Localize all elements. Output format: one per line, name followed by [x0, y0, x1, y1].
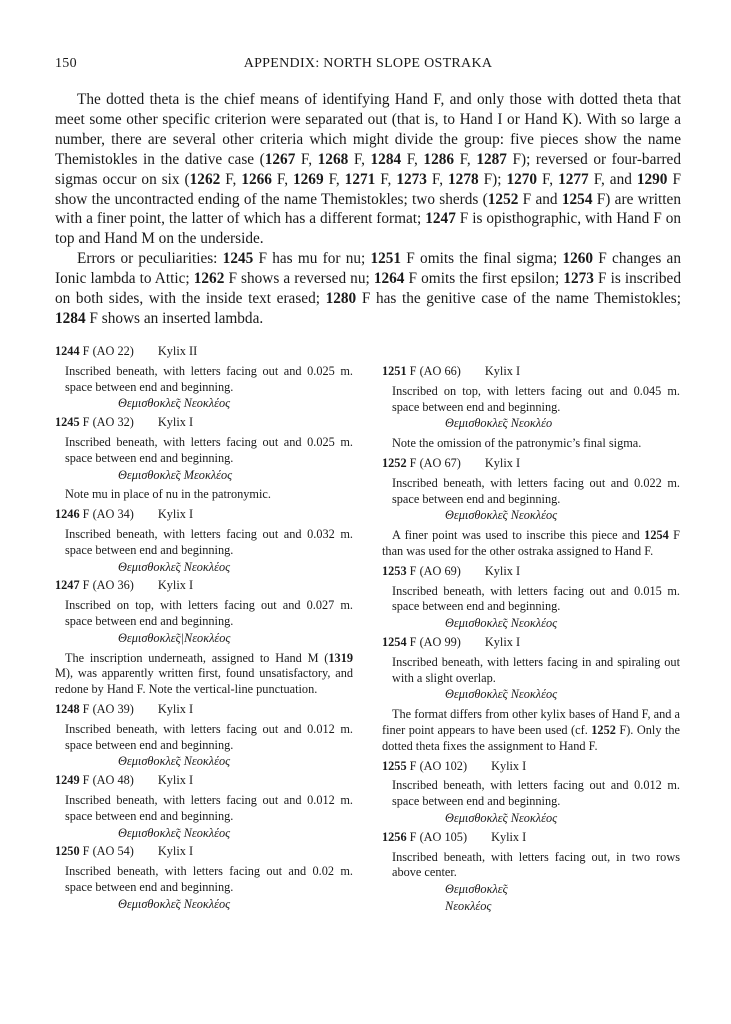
entry-greek-text: Θεμισθοκλε̃ς Νεοκλέος	[445, 687, 558, 702]
entry-description: Inscribed beneath, with letters facing out and 0.02 m. space between end and beginning.	[65, 864, 353, 894]
entry-greek-text: Θεμισθοκλε̃ς Νεοκλέος	[445, 810, 558, 825]
running-head-title: APPENDIX: NORTH SLOPE OSTRAKA	[243, 56, 493, 71]
entry-vessel-type: Kylix I	[157, 578, 194, 593]
catalog-number-ref: 1286	[423, 150, 455, 168]
catalog-number-ref: 1268	[317, 150, 349, 168]
entry-description: Inscribed beneath, with letters facing out and 0.015 m. space between end and beginning.	[392, 583, 680, 614]
entry-description: Inscribed beneath, with letters facing out and 0.025 m. space between end and beginning.	[65, 363, 353, 394]
intro-text-run: F); reversed or four-barred sigmas occur on six (	[55, 150, 681, 188]
catalog-number-ref: 1271	[344, 170, 376, 188]
entry-vessel-type: Kylix I	[491, 829, 527, 844]
catalog-column-left	[55, 344, 353, 916]
catalog-entry	[382, 564, 680, 632]
intro-text-run: F,	[375, 170, 397, 188]
catalog-number-ref: 1264	[373, 270, 405, 288]
intro-text-run: F is inscribed on both sides, with the inside text erased;	[55, 270, 681, 308]
entry-inventory: F (AO 99)	[406, 634, 461, 649]
intro-text-run: F,	[323, 170, 345, 188]
catalog-entry	[55, 844, 353, 912]
catalog-number-ref: 1278	[448, 170, 479, 188]
entry-greek-text: Θεμισθοκλε̃ς Νεοκλέο	[445, 416, 553, 431]
entry-number: 1247	[55, 578, 80, 593]
entry-inventory: F (AO 54)	[79, 844, 134, 859]
entry-vessel-type: Kylix I	[157, 701, 194, 716]
entry-heading	[382, 364, 680, 380]
entry-number: 1244	[55, 344, 80, 358]
entry-heading	[382, 830, 680, 846]
intro-text-run: The dotted theta is the chief means of identifying Hand F, and only those with dotted theta that meet some other specific criterion were separated out (that is, to Hand I or Hand K). With so large a number, there are several other criteria which might divide the group: five pieces show the name Themistokles in the dative case (	[55, 91, 681, 168]
entry-heading	[55, 415, 353, 431]
catalog-number-ref: 1273	[563, 270, 594, 288]
entry-number: 1255	[382, 758, 407, 773]
intro-text-run: F,	[426, 170, 449, 188]
entry-description: Inscribed beneath, with letters facing out and 0.022 m. space between end and beginning.	[392, 475, 680, 506]
intro-text-run: F, and	[588, 170, 637, 188]
entry-note-run: A finer point was used to inscribe this piece and	[392, 528, 645, 543]
intro-paragraph-1	[55, 90, 681, 249]
catalog-column-right	[382, 364, 680, 918]
entry-number: 1249	[55, 773, 80, 788]
catalog-number-ref: 1247	[425, 210, 456, 228]
catalog-number-ref: 1319	[328, 650, 353, 665]
page-number: 150	[55, 56, 77, 71]
entry-description: Inscribed beneath, with letters facing out and 0.012 m. space between end and beginning.	[65, 721, 353, 752]
entry-greek-text: Θεμισθοκλε̃ς	[445, 882, 508, 897]
entry-note	[382, 707, 680, 754]
entry-description: Inscribed beneath, with letters facing out and 0.012 m. space between end and beginning.	[392, 778, 680, 809]
entry-note-run: The inscription underneath, assigned to Hand M (	[65, 650, 329, 665]
intro-text-run: F,	[454, 150, 477, 168]
entry-number: 1253	[382, 563, 407, 578]
catalog-number-ref: 1245	[222, 250, 254, 268]
catalog-number-ref: 1254	[561, 190, 593, 208]
entry-description: Inscribed on top, with letters facing out and 0.045 m. space between end and beginning.	[392, 383, 680, 414]
entry-description: Inscribed beneath, with letters facing out and 0.012 m. space between end and beginning.	[65, 792, 353, 823]
entry-inventory: F (AO 69)	[406, 563, 461, 578]
entry-greek-text: Θεμισθοκλε̃ς Νεοκλέος	[118, 754, 231, 769]
entry-note-run: The format differs from other kylix bases of Hand F, and a finer point appears to have been used (cf.	[382, 707, 680, 737]
entry-note	[55, 487, 353, 503]
catalog-entry	[55, 415, 353, 503]
intro-text-run: F shows an inserted lambda.	[85, 309, 264, 327]
entry-greek-text: Θεμισθοκλε̃ς Νεοκλέος	[118, 559, 231, 574]
entry-heading	[55, 773, 353, 789]
entry-description: Inscribed beneath, with letters facing out, in two rows above center.	[392, 849, 680, 880]
entry-inventory: F (AO 32)	[79, 415, 134, 430]
entry-vessel-type: Kylix I	[157, 415, 194, 430]
entry-heading	[55, 344, 353, 360]
entry-vessel-type: Kylix I	[157, 844, 194, 859]
entry-inventory: F (AO 39)	[79, 701, 134, 716]
catalog-number-ref: 1287	[476, 150, 507, 168]
entry-greek-text: Θεμισθοκλε̃ς Νεοκλέος	[445, 508, 558, 523]
intro-text-run: F,	[401, 150, 424, 168]
intro-text-run: F omits the final sigma;	[401, 250, 563, 268]
entry-vessel-type: Kylix I	[491, 758, 527, 773]
entry-greek-text: Θεμισθοκλε̃ς Νεοκλέος	[118, 396, 231, 411]
entry-heading	[382, 759, 680, 775]
entry-note-run: M), was apparently written first, found unsatisfactory, and redone by Hand F. Note the vertical-line punctuation.	[55, 666, 353, 697]
catalog-number-ref: 1260	[562, 250, 594, 268]
catalog-number-ref: 1266	[241, 170, 272, 188]
catalog-entry	[382, 364, 680, 452]
intro-text-run: F and	[518, 190, 562, 208]
intro-text-run: F);	[478, 170, 507, 188]
entry-greek-text: Θεμισθοκλε̃ς Μεοκλέος	[118, 467, 233, 482]
entry-vessel-type: Kylix I	[484, 455, 521, 470]
entry-vessel-type: Kylix I	[484, 634, 521, 649]
catalog-number-ref: 1254	[644, 528, 669, 543]
catalog-number-ref: 1252	[487, 190, 519, 208]
intro-text-run: F) are written with a finer point, the latter of which has a different format;	[55, 190, 681, 228]
catalog-entry	[382, 635, 680, 755]
entry-number: 1248	[55, 701, 80, 716]
catalog-number-ref: 1284	[370, 150, 402, 168]
entry-note	[382, 528, 680, 560]
entry-vessel-type: Kylix I	[157, 773, 194, 788]
entry-heading	[55, 507, 353, 523]
intro-text	[55, 90, 681, 329]
catalog-entry	[55, 578, 353, 698]
catalog-number-ref: 1277	[558, 170, 589, 188]
entry-vessel-type: Kylix I	[157, 507, 194, 522]
entry-heading	[382, 564, 680, 580]
entry-inventory: F (AO 102)	[406, 758, 468, 773]
intro-text-run: F,	[295, 150, 318, 168]
catalog-entry	[382, 759, 680, 827]
entry-number: 1252	[382, 455, 407, 470]
catalog-number-ref: 1290	[636, 170, 668, 188]
catalog-entry	[55, 344, 353, 412]
entry-number: 1250	[55, 844, 80, 859]
catalog-number-ref: 1262	[189, 170, 221, 188]
catalog-number-ref: 1270	[506, 170, 538, 188]
entry-inventory: F (AO 34)	[79, 507, 134, 522]
entry-number: 1254	[382, 634, 407, 649]
catalog-number-ref: 1269	[293, 170, 324, 188]
entry-greek-text: Θεμισθοκλε̃ς Νεοκλέος	[445, 616, 558, 631]
entry-note-run: Note the omission of the patronymic’s final sigma.	[392, 436, 642, 451]
intro-text-run: F,	[537, 170, 559, 188]
catalog-number-ref: 1252	[591, 722, 616, 737]
intro-text-run: F has mu for nu;	[253, 250, 371, 268]
entry-inventory: F (AO 66)	[406, 364, 461, 378]
catalog-columns	[55, 344, 681, 1004]
entry-number: 1256	[382, 829, 407, 844]
entry-heading	[55, 578, 353, 594]
intro-text-run: F,	[271, 170, 293, 188]
entry-note-run: Note mu in place of nu in the patronymic.	[65, 487, 271, 502]
entry-heading	[55, 844, 353, 860]
entry-number: 1246	[55, 507, 80, 522]
entry-heading	[382, 635, 680, 651]
entry-vessel-type: Kylix I	[484, 364, 521, 378]
catalog-number-ref: 1273	[396, 170, 427, 188]
entry-inventory: F (AO 22)	[79, 344, 134, 358]
catalog-number-ref: 1284	[55, 309, 86, 327]
catalog-number-ref: 1267	[264, 150, 296, 168]
intro-text-run: F has the genitive case of the name Themistokles;	[356, 290, 681, 308]
intro-text-run: F show the uncontracted ending of the name Themistokles; two sherds (	[55, 170, 681, 208]
catalog-number-ref: 1280	[325, 290, 357, 308]
entry-inventory: F (AO 67)	[406, 455, 461, 470]
entry-note-run: F). Only the dotted theta fixes the assignment to Hand F.	[382, 722, 680, 753]
entry-description: Inscribed beneath, with letters facing out and 0.032 m. space between end and beginning.	[65, 526, 353, 557]
catalog-entry	[382, 830, 680, 915]
entry-greek-text: Θεμισθοκλε̃ς Νεοκλέος	[118, 825, 231, 840]
entry-greek-text: Θεμισθοκλε̃ς|Νεοκλέος	[118, 630, 231, 645]
catalog-entry	[55, 773, 353, 841]
entry-number: 1245	[55, 415, 80, 430]
entry-vessel-type: Kylix II	[157, 344, 198, 358]
catalog-entry	[382, 456, 680, 560]
entry-heading	[55, 702, 353, 718]
intro-paragraph-2	[55, 249, 681, 329]
entry-heading	[382, 456, 680, 472]
running-head	[55, 56, 681, 78]
entry-inventory: F (AO 105)	[406, 829, 468, 844]
intro-text-run: F omits the first epsilon;	[404, 270, 564, 288]
intro-text-run: Errors or peculiarities:	[77, 250, 223, 268]
intro-text-run: F shows a reversed nu;	[224, 270, 374, 288]
intro-text-run: F changes an Ionic lambda to Attic;	[55, 250, 681, 288]
catalog-entry	[55, 507, 353, 575]
intro-text-run: F,	[348, 150, 371, 168]
entry-vessel-type: Kylix I	[484, 563, 521, 578]
entry-description: Inscribed beneath, with letters facing in and spiraling out with a slight overlap.	[392, 654, 680, 685]
entry-note	[382, 436, 680, 452]
catalog-entry	[55, 702, 353, 770]
entry-note	[55, 651, 353, 698]
entry-note-run: F than was used for the other ostraka assigned to Hand F.	[382, 528, 680, 558]
entry-greek-text: Θεμισθοκλε̃ς Νεοκλέος	[118, 896, 231, 911]
intro-text-run: F is opisthographic, with Hand F on top and Hand M on the underside.	[55, 210, 682, 248]
entry-description: Inscribed on top, with letters facing out and 0.027 m. space between end and beginning.	[65, 598, 353, 628]
entry-description: Inscribed beneath, with letters facing out and 0.025 m. space between end and beginning.	[65, 434, 353, 465]
entry-greek-text: Νεοκλέος	[445, 898, 492, 913]
catalog-number-ref: 1262	[193, 270, 225, 288]
entry-number: 1251	[382, 364, 407, 378]
catalog-number-ref: 1251	[370, 250, 402, 268]
entry-inventory: F (AO 48)	[79, 773, 134, 788]
entry-inventory: F (AO 36)	[79, 578, 134, 593]
intro-text-run: F,	[220, 170, 242, 188]
